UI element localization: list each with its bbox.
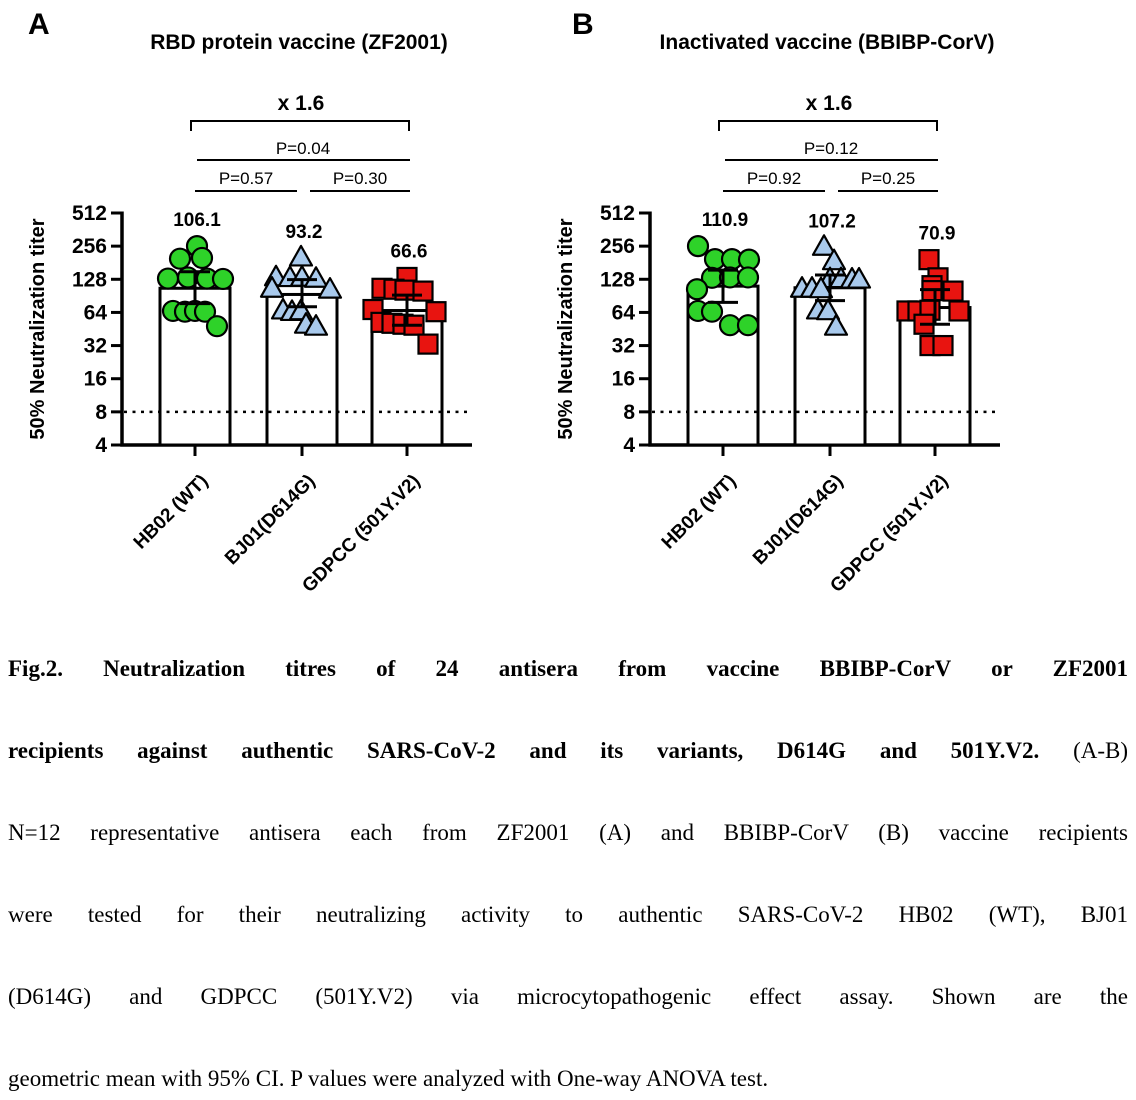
- caption-regular-text: (A-B): [1039, 738, 1128, 763]
- data-point-circle: [738, 315, 758, 335]
- caption-line: [8, 982, 1128, 1064]
- group-mean-label: 106.1: [173, 210, 221, 232]
- y-tick-label: 256: [71, 235, 107, 259]
- data-point-square: [396, 281, 415, 300]
- y-tick-label: 256: [599, 235, 635, 259]
- y-tick-label: 64: [83, 301, 107, 325]
- x-category-label: BJ01(D614G): [221, 470, 320, 570]
- figure-caption: [8, 654, 1128, 1100]
- p-value-overall-label: P=0.12: [803, 139, 859, 158]
- group-mean-label: 107.2: [808, 211, 856, 233]
- caption-line: [8, 818, 1128, 900]
- panel-letter: B: [572, 8, 594, 41]
- caption-regular-text: geometric mean with 95% CI. P values were analyzed with One-way ANOVA test.: [8, 1066, 769, 1091]
- x-category-label: HB02 (WT): [129, 470, 213, 554]
- p-value-overall-label: P=0.04: [275, 139, 331, 158]
- p-value-left-label: P=0.57: [218, 169, 274, 188]
- p-value-left-label: P=0.92: [746, 169, 802, 188]
- y-tick-label: 128: [599, 268, 635, 292]
- data-point-square: [920, 250, 939, 269]
- fold-change-bracket: [191, 121, 409, 131]
- y-tick-label: 16: [611, 367, 635, 391]
- data-point-circle: [687, 279, 707, 299]
- x-category-label: BJ01(D614G): [749, 470, 848, 570]
- group-mean-label: 70.9: [918, 223, 956, 245]
- y-tick-label: 512: [71, 202, 107, 225]
- y-tick-label: 16: [83, 367, 107, 391]
- data-point-square: [427, 302, 446, 321]
- caption-bold-text: Fig.2. Neutralization titres of 24 antisera from vaccine BBIBP-CorV or ZF2001: [8, 656, 1128, 681]
- y-tick-label: 4: [623, 434, 635, 457]
- y-axis-label: 50% Neutralization titer: [555, 218, 577, 440]
- caption-regular-text: N=12 representative antisera each from ZF2001 (A) and BBIBP-CorV (B) vaccine recipients: [8, 820, 1128, 845]
- data-point-circle: [192, 248, 212, 268]
- data-point-square: [950, 301, 969, 320]
- p-value-right-label: P=0.30: [332, 169, 388, 188]
- data-point-circle: [170, 249, 190, 269]
- panel-title: Inactivated vaccine (BBIBP-CorV): [659, 31, 995, 54]
- y-tick-label: 8: [95, 400, 107, 424]
- y-tick-label: 512: [599, 202, 635, 225]
- y-tick-label: 128: [71, 268, 107, 292]
- fold-change-bracket: [719, 121, 937, 131]
- data-point-circle: [738, 267, 758, 287]
- x-category-label: HB02 (WT): [657, 470, 741, 554]
- data-point-circle: [158, 269, 178, 289]
- data-point-circle: [688, 236, 708, 256]
- y-axis-label: 50% Neutralization titer: [27, 218, 49, 440]
- p-value-right-label: P=0.25: [860, 169, 916, 188]
- group-mean-label: 110.9: [701, 210, 749, 232]
- fold-change-label: x 1.6: [277, 92, 325, 115]
- data-point-square: [414, 282, 433, 301]
- y-tick-label: 8: [623, 400, 635, 424]
- data-point-square: [934, 336, 953, 355]
- y-tick-label: 64: [611, 301, 635, 325]
- panel-letter: A: [28, 8, 50, 41]
- fold-change-label: x 1.6: [805, 92, 853, 115]
- data-point-circle: [213, 269, 233, 289]
- data-point-circle: [207, 316, 227, 336]
- caption-line: [8, 654, 1128, 736]
- data-point-square: [419, 335, 438, 354]
- group-mean-label: 93.2: [285, 221, 323, 243]
- y-tick-label: 32: [83, 334, 107, 358]
- y-tick-label: 4: [95, 434, 107, 457]
- x-category-label: GDPCC (501Y.V2): [826, 470, 953, 597]
- data-point-triangle: [290, 246, 312, 265]
- caption-line: [8, 736, 1128, 818]
- mean-bar: [900, 308, 970, 445]
- caption-line: [8, 900, 1128, 982]
- x-category-label: GDPCC (501Y.V2): [298, 470, 425, 597]
- caption-bold-text: recipients against authentic SARS-CoV-2 and its variants, D614G and 501Y.V2.: [8, 738, 1040, 763]
- caption-line: [8, 1064, 1128, 1100]
- group-mean-label: 66.6: [390, 241, 428, 263]
- caption-regular-text: (D614G) and GDPCC (501Y.V2) via microcytopathogenic effect assay. Shown are the: [8, 984, 1128, 1009]
- data-point-circle: [702, 302, 722, 322]
- y-tick-label: 32: [611, 334, 635, 358]
- panel-title: RBD protein vaccine (ZF2001): [150, 31, 448, 54]
- caption-regular-text: were tested for their neutralizing activity to authentic SARS-CoV-2 HB02 (WT), BJ01: [8, 902, 1128, 927]
